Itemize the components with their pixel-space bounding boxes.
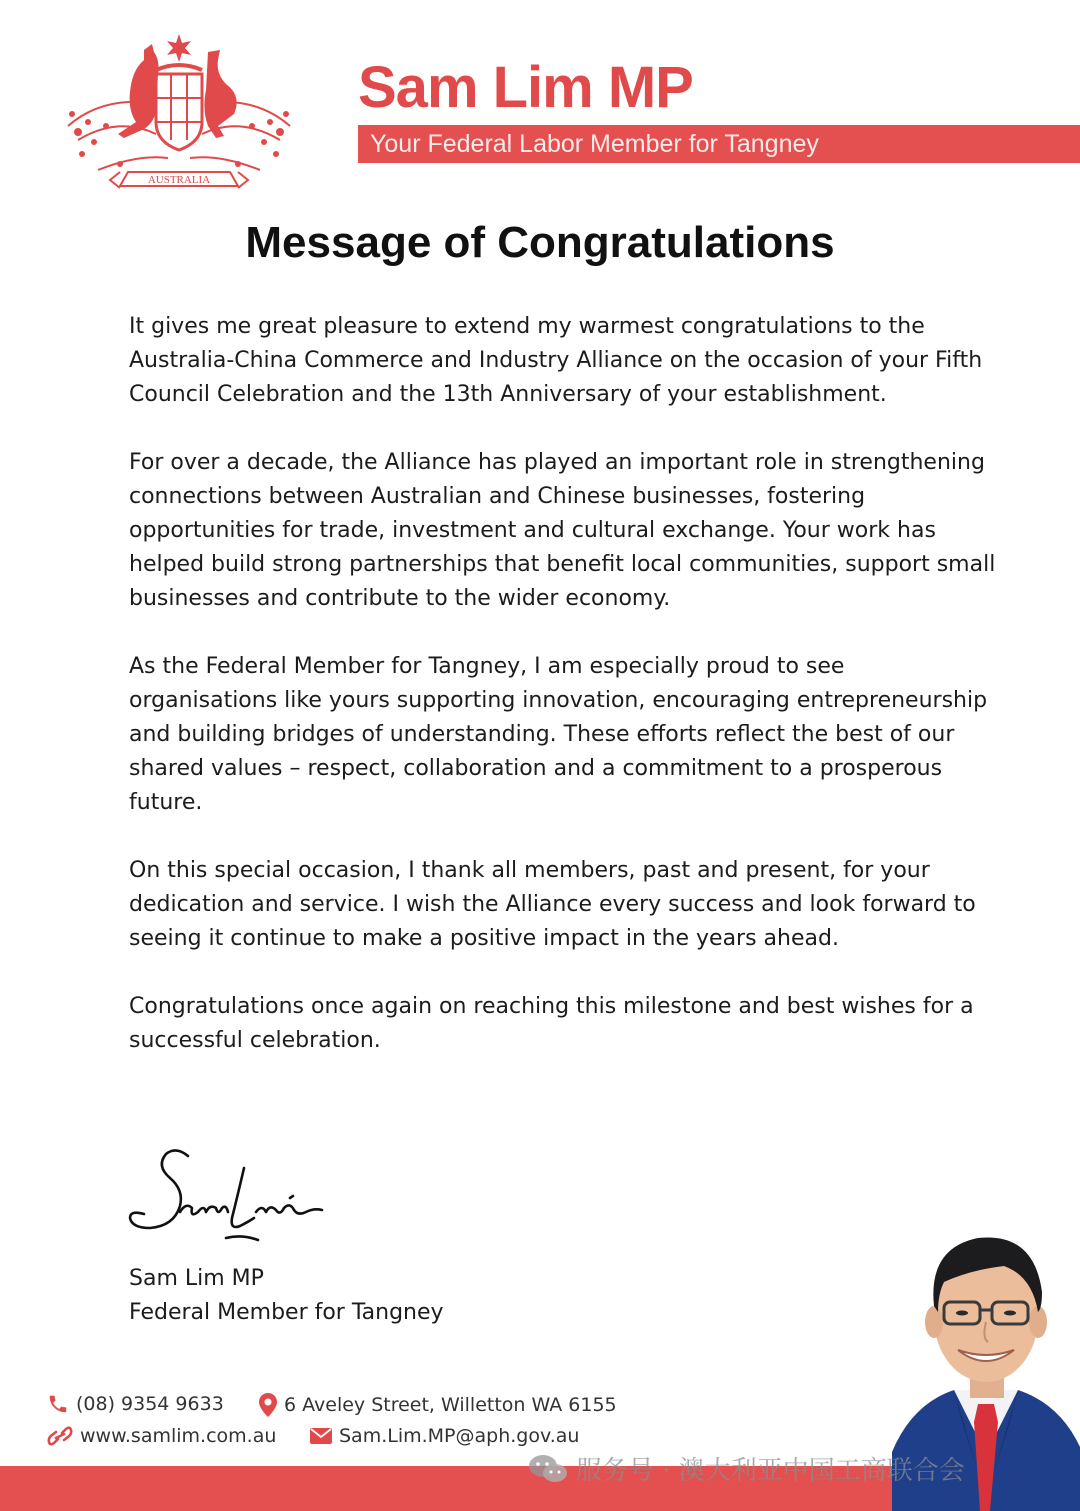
contact-address xyxy=(259,1393,617,1417)
phone-number: (08) 9354 9633 xyxy=(76,1393,224,1415)
paragraph: Congratulations once again on reaching this milestone and best wishes for a successful celebration. xyxy=(129,994,974,1053)
contact-email[interactable] xyxy=(310,1425,579,1447)
mail-icon xyxy=(310,1427,332,1445)
website-link[interactable]: www.samlim.com.au xyxy=(80,1425,277,1447)
paragraph: On this special occasion, I thank all members, past and present, for your dedication and service. I wish the Alliance every success and look forward to seeing it continue to make a positive impact in the years ahead. xyxy=(129,858,976,951)
page-title: Message of Congratulations xyxy=(245,218,835,267)
signature xyxy=(126,1142,331,1247)
brand-tagline: Your Federal Labor Member for Tangney xyxy=(370,130,819,158)
email-link[interactable]: Sam.Lim.MP@aph.gov.au xyxy=(339,1425,580,1447)
brand-name: Sam Lim MP xyxy=(358,55,693,120)
crest-icon xyxy=(58,30,300,206)
watermark-text: 服务号 · 澳大利亚中国工商联合会 xyxy=(576,1456,965,1486)
paragraph: It gives me great pleasure to extend my warmest congratulations to the Australia-China Commerce and Industry Alliance on the occasion of your Fifth Council Celebration and the 13th Anniversary of your establishment. xyxy=(129,314,983,407)
crest-label: AUSTRALIA xyxy=(147,174,211,186)
brand-tagline-bar xyxy=(358,125,1080,163)
contact-phone xyxy=(47,1393,224,1415)
address-text: 6 Aveley Street, Willetton WA 6155 xyxy=(284,1394,617,1416)
location-pin-icon xyxy=(259,1393,277,1417)
contact-website[interactable] xyxy=(47,1425,276,1447)
paragraph: For over a decade, the Alliance has played an important role in strengthening connections between Australian and Chinese businesses, fostering opportunities for trade, investment and cultural exchange. Your work has helped build strong partnerships that benefit local communities, support small businesses and contribute to the wider economy. xyxy=(129,450,996,611)
signatory-role: Federal Member for Tangney xyxy=(129,1300,444,1325)
link-icon xyxy=(47,1425,73,1447)
wechat-icon xyxy=(528,1453,568,1485)
signatory-name: Sam Lim MP xyxy=(129,1266,264,1291)
watermark xyxy=(528,1450,965,1487)
paragraph: As the Federal Member for Tangney, I am especially proud to see organisations like yours supporting innovation, encouraging entrepreneurship and building bridges of understanding. These efforts reflect the best of our shared values – respect, collaboration and a commitment to a prosperous future. xyxy=(129,654,988,815)
letter-body xyxy=(129,310,999,1092)
phone-icon xyxy=(47,1393,69,1415)
